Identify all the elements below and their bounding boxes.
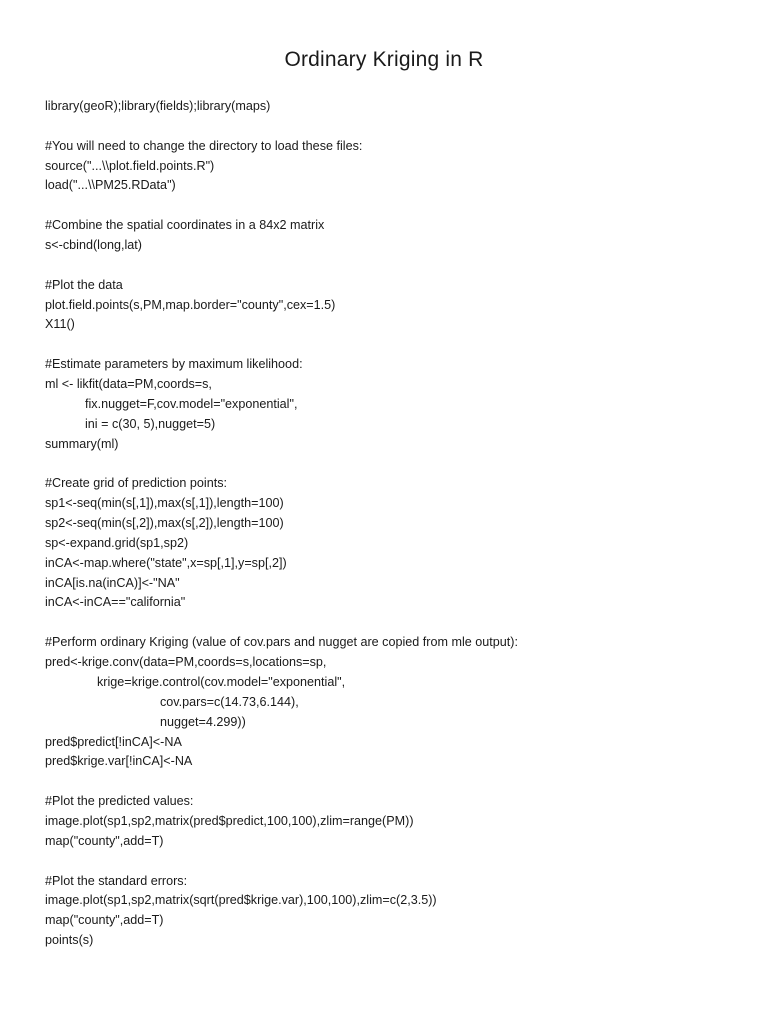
comment-line: #Plot the data — [45, 277, 123, 292]
comment-line: #Combine the spatial coordinates in a 84x2 matrix — [45, 218, 325, 233]
code-line: X11() — [45, 317, 75, 332]
code-line: nugget=4.299)) — [160, 714, 246, 729]
code-block — [45, 97, 745, 951]
blank-line — [45, 852, 745, 872]
code-line: cov.pars=c(14.73,6.144), — [160, 694, 299, 709]
blank-line — [45, 772, 745, 792]
code-line: sp<-expand.grid(sp1,sp2) — [45, 535, 189, 550]
comment-line: #Create grid of prediction points: — [45, 476, 228, 491]
blank-line — [45, 454, 745, 474]
blank-line — [45, 117, 745, 137]
code-line: ini = c(30, 5),nugget=5) — [85, 416, 216, 431]
code-line: s<-cbind(long,lat) — [45, 238, 142, 253]
blank-line — [45, 196, 745, 216]
code-line: load("...\\PM25.RData") — [45, 178, 176, 193]
blank-line — [45, 256, 745, 276]
code-line: sp1<-seq(min(s[,1]),max(s[,1]),length=100) — [45, 496, 284, 511]
code-line: inCA[is.na(inCA)]<-"NA" — [45, 575, 180, 590]
code-line: fix.nugget=F,cov.model="exponential", — [85, 396, 298, 411]
comment-line: #Plot the predicted values: — [45, 794, 194, 809]
blank-line — [45, 613, 745, 633]
document-title: Ordinary Kriging in R — [284, 48, 484, 71]
code-line: source("...\\plot.field.points.R") — [45, 158, 215, 173]
code-line: sp2<-seq(min(s[,2]),max(s[,2]),length=100) — [45, 516, 284, 531]
code-line: image.plot(sp1,sp2,matrix(pred$predict,100,100),zlim=range(PM)) — [45, 813, 414, 828]
code-line: map("county",add=T) — [45, 913, 164, 928]
code-line: plot.field.points(s,PM,map.border="county",cex=1.5) — [45, 297, 336, 312]
code-line: ml <- likfit(data=PM,coords=s, — [45, 377, 212, 392]
blank-line — [45, 335, 745, 355]
code-line: image.plot(sp1,sp2,matrix(sqrt(pred$krige.var),100,100),zlim=c(2,3.5)) — [45, 893, 437, 908]
comment-line: #You will need to change the directory to load these files: — [45, 138, 363, 153]
code-line: inCA<-inCA=="california" — [45, 595, 186, 610]
code-line: points(s) — [45, 933, 94, 948]
code-line: library(geoR);library(fields);library(maps) — [45, 99, 271, 113]
code-line: pred<-krige.conv(data=PM,coords=s,locations=sp, — [45, 655, 327, 670]
comment-line: #Plot the standard errors: — [45, 873, 188, 888]
code-line: inCA<-map.where("state",x=sp[,1],y=sp[,2]) — [45, 555, 287, 570]
code-line: pred$krige.var[!inCA]<-NA — [45, 754, 193, 769]
code-line: summary(ml) — [45, 436, 119, 451]
comment-line: #Perform ordinary Kriging (value of cov.pars and nugget are copied from mle output): — [45, 635, 518, 650]
code-line: pred$predict[!inCA]<-NA — [45, 734, 182, 749]
comment-line: #Estimate parameters by maximum likelihood: — [45, 357, 303, 372]
code-line: map("county",add=T) — [45, 833, 164, 848]
code-line: krige=krige.control(cov.model="exponential", — [97, 674, 346, 689]
